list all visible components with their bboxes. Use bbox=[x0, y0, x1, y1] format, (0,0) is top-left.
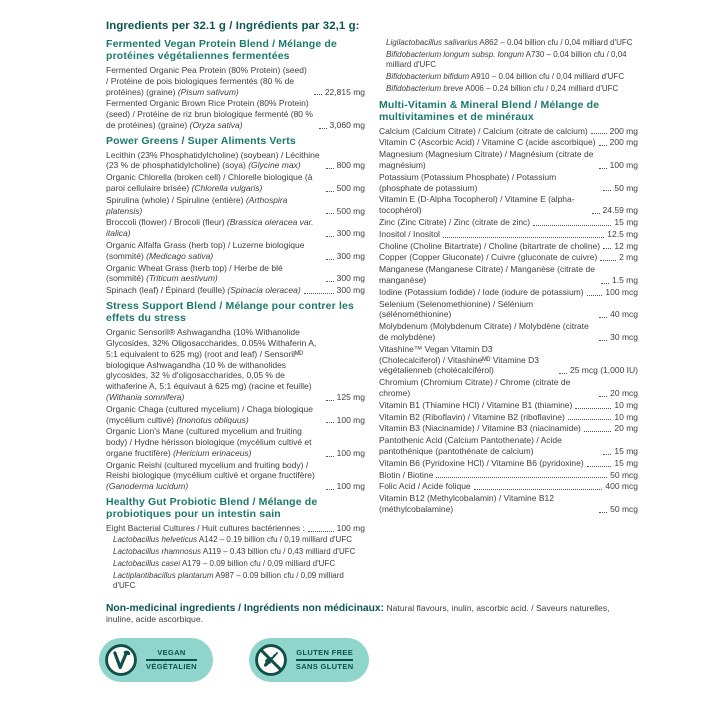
ingredient-amount: 50 mg bbox=[614, 182, 638, 193]
badge-divider bbox=[146, 659, 197, 660]
ingredient-item: Vitamin B1 (Thiamine HCl) / Vitamine B1 (thiamine) 10 mg bbox=[379, 399, 638, 410]
ingredient-item: Iodine (Potassium Iodide) / Iode (iodure de potassium) 100 mcg bbox=[379, 286, 638, 297]
dot-leader bbox=[326, 422, 334, 423]
dot-leader bbox=[308, 531, 334, 532]
ingredient-item: Organic Wheat Grass (herb top) / Herbe de blé (sommité) (Triticum aestivum) 300 mg bbox=[106, 262, 365, 284]
ingredient-amount: 300 mg bbox=[336, 250, 365, 261]
ingredient-item: Lecithin (23% Phosphatidylcholine) (soybean) / Lécithine (23 % de phosphatidylcholine) (soya) (Glycine max) 800 mg bbox=[106, 149, 365, 171]
ingredient-amount: 12 mg bbox=[614, 240, 638, 251]
ingredient-amount: 22,815 mg bbox=[324, 86, 365, 97]
ingredient-columns bbox=[106, 38, 638, 593]
ingredient-amount: 500 mg bbox=[336, 205, 365, 216]
ingredient-item: Organic Chlorella (broken cell) / Chlorelle biologique (à paroi cellulaire brisée) (Chlorella vulgaris) 500 mg bbox=[106, 172, 365, 194]
ingredient-amount: 100 mg bbox=[336, 447, 365, 458]
dot-leader bbox=[599, 340, 607, 341]
section-heading: Multi-Vitamin & Mineral Blend / Mélange de multivitamines et de minéraux bbox=[379, 98, 600, 123]
gluten-free-badge-line1: GLUTEN FREE bbox=[296, 648, 354, 658]
non-medicinal-label: Non-medicinal ingredients / Ingrédients non médicinaux: bbox=[106, 603, 385, 614]
vegan-badge-text bbox=[146, 649, 197, 670]
ingredient-item: Copper (Copper Gluconate) / Cuivre (gluconate de cuivre) 2 mg bbox=[379, 252, 638, 263]
crossed-wheat-icon bbox=[254, 643, 288, 677]
ingredient-item: Vitamin B12 (Methylcobalamin) / Vitamine B12 (méthylcobalamine) 50 mcg bbox=[379, 493, 638, 514]
dot-leader bbox=[592, 213, 600, 214]
dot-leader bbox=[533, 225, 611, 226]
probiotic-strain: Lactobacillus rhamnosus A119 – 0.43 billion cfu / 0,43 milliard d'UFC bbox=[113, 546, 356, 556]
ingredient-item: Spirulina (whole) / Spiruline (entière) (Arthospira platensis) 500 mg bbox=[106, 194, 365, 216]
ingredient-item: Inositol / Inositol 12.5 mg bbox=[379, 228, 638, 239]
vegan-badge-line1: VEGAN bbox=[157, 648, 186, 658]
ingredient-amount: 15 mg bbox=[614, 217, 638, 227]
ingredient-item: Pantothenic Acid (Calcium Pantothenate) / Acide pantothénique (pantothénate de calcium) 15 mg bbox=[379, 435, 638, 456]
ingredient-item: Biotin / Biotine 50 mcg bbox=[379, 469, 638, 480]
badge-divider bbox=[296, 659, 354, 660]
page-title: Ingredients per 32.1 g / Ingrédients par 32,1 g: bbox=[106, 20, 360, 32]
dot-leader bbox=[326, 168, 334, 169]
dot-leader bbox=[314, 94, 322, 95]
probiotic-strain: Bifidobacterium bifidum A910 – 0.04 billion cfu / 0,04 milliard d'UFC bbox=[386, 72, 625, 82]
dot-leader bbox=[603, 190, 611, 191]
ingredient-amount: 400 mcg bbox=[605, 481, 638, 492]
vegan-check-leaf-icon bbox=[104, 643, 138, 677]
ingredient-amount: 15 mg bbox=[614, 445, 638, 456]
dot-leader bbox=[584, 431, 611, 432]
gluten-free-badge-line2: SANS GLUTEN bbox=[295, 662, 354, 672]
ingredient-item: Organic Lion's Mane (cultured mycelium and fruiting body) / Hydne hérisson biologique (mycélium cultivé et organe fructifère) (Hericium erinaceus) 100 mg bbox=[106, 426, 365, 458]
probiotic-strain: Lactiplantibacillus plantarum A987 – 0.09 billion cfu / 0,09 milliard d'UFC bbox=[113, 570, 344, 591]
ingredient-amount: 30 mcg bbox=[610, 331, 638, 342]
ingredient-item: Eight Bacterial Cultures / Huit cultures bactériennes : 100 mg bbox=[106, 523, 365, 534]
ingredient-amount: 15 mg bbox=[614, 457, 638, 468]
dot-leader bbox=[559, 373, 567, 374]
non-medicinal-ingredients bbox=[106, 603, 638, 625]
gluten-free-badge bbox=[249, 638, 370, 682]
ingredient-item: Organic Chaga (cultured mycelium) / Chaga biologique (mycélium cultivé) (Inonotus obliquus) 100 mg bbox=[106, 403, 365, 425]
ingredient-amount: 100 mg bbox=[609, 160, 638, 171]
dot-leader bbox=[436, 477, 607, 478]
ingredient-item: Organic Reishi (cultured mycelium and fruiting body) / Reishi biologique (mycélium cultivé et organe fructifère) (Ganoderma lucidum) 100 mg bbox=[106, 459, 365, 492]
section-heading: Healthy Gut Probiotic Blend / Mélange de probiotiques pour un intestin sain bbox=[106, 496, 318, 521]
dot-leader bbox=[326, 400, 334, 401]
dot-leader bbox=[599, 168, 607, 169]
ingredient-panel bbox=[106, 20, 638, 682]
probiotic-strain: Ligilactobacillus salivarius A862 – 0.04 billion cfu / 0,04 milliard d'UFC bbox=[386, 38, 633, 47]
ingredient-item: Chromium (Chromium Citrate) / Chrome (citrate de chrome) 20 mcg bbox=[379, 377, 638, 398]
ingredient-amount: 800 mg bbox=[336, 160, 365, 171]
ingredient-amount: 100 mg bbox=[336, 481, 365, 492]
ingredient-amount: 300 mg bbox=[336, 228, 365, 239]
section-heading: Power Greens / Super Aliments Verts bbox=[106, 134, 296, 147]
dot-leader bbox=[568, 419, 612, 420]
ingredient-item: Potassium (Potassium Phosphate) / Potassium (phosphate de potassium) 50 mg bbox=[379, 171, 638, 193]
ingredient-item: Calcium (Calcium Citrate) / Calcium (citrate de calcium) 200 mg bbox=[379, 125, 638, 136]
ingredient-item: Choline (Choline Bitartrate) / Choline (bitartrate de choline) 12 mg bbox=[379, 240, 638, 251]
ingredient-amount: 50 mcg bbox=[610, 503, 638, 514]
ingredient-item: Magnesium (Magnesium Citrate) / Magnésium (citrate de magnésium) 100 mg bbox=[379, 149, 638, 171]
ingredient-amount: 300 mg bbox=[336, 273, 365, 284]
dot-leader bbox=[326, 281, 334, 282]
dot-leader bbox=[319, 128, 327, 129]
probiotic-strain: Bifidobacterium longum subsp. longum A730 – 0.04 billion cfu / 0,04 milliard d'UFC bbox=[386, 49, 627, 70]
dot-leader bbox=[591, 133, 607, 134]
ingredient-amount: 200 mg bbox=[609, 137, 638, 148]
ingredients-column-left bbox=[106, 38, 365, 593]
section-heading: Stress Support Blend / Mélange pour contrer les effets du stress bbox=[106, 300, 355, 325]
dot-leader bbox=[474, 489, 603, 490]
ingredient-item: Fermented Organic Brown Rice Protein (80% Protein) (seed) / Protéine de riz brun biologique fermenté (80 % de protéines) (graine) (Oryza sativa) 3,060 mg bbox=[106, 98, 365, 131]
ingredient-amount: 20 mcg bbox=[610, 387, 638, 398]
ingredient-item: Broccoli (flower) / Brocoli (fleur) (Brassica oleracea var. italica) 300 mg bbox=[106, 217, 365, 239]
ingredient-amount: 100 mcg bbox=[605, 286, 638, 297]
ingredient-amount: 10 mg bbox=[614, 411, 638, 422]
ingredient-item: Spinach (leaf) / Épinard (feuille) (Spinacia oleracea) 300 mg bbox=[106, 285, 365, 296]
ingredient-item: Vitamin B6 (Pyridoxine HCl) / Vitamine B6 (pyridoxine) 15 mg bbox=[379, 457, 638, 468]
ingredient-item: Selenium (Selenomethionine) / Sélénium (sélénométhionine) 40 mcg bbox=[379, 298, 638, 320]
ingredient-amount: 24.59 mg bbox=[602, 205, 638, 216]
dot-leader bbox=[599, 396, 607, 397]
ingredient-item: Fermented Organic Pea Protein (80% Protein) (seed) / Protéine de pois biologiques fermentés (80 % de protéines) (graine) (Pisum sativum) 22,815 mg bbox=[106, 65, 365, 97]
ingredient-item: Zinc (Zinc Citrate) / Zinc (citrate de zinc) 15 mg bbox=[379, 217, 638, 227]
ingredient-amount: 50 mcg bbox=[610, 469, 638, 480]
ingredient-amount: 2 mg bbox=[619, 252, 638, 263]
ingredient-amount: 200 mg bbox=[609, 125, 638, 136]
section-heading: Fermented Vegan Protein Blend / Mélange de protéines végétaliennes fermentées bbox=[106, 38, 337, 63]
dot-leader bbox=[575, 408, 611, 409]
dot-leader bbox=[326, 489, 334, 490]
ingredient-amount: 10 mg bbox=[614, 399, 638, 410]
dot-leader bbox=[600, 260, 616, 261]
probiotic-strain: Bifidobacterium breve A006 – 0.24 billion cfu / 0,24 milliard d'UFC bbox=[386, 84, 619, 94]
dot-leader bbox=[601, 283, 609, 284]
dot-leader bbox=[326, 236, 334, 237]
ingredient-item: Vitamin B2 (Riboflavin) / Vitamine B2 (riboflavine) 10 mg bbox=[379, 411, 638, 422]
ingredient-amount: 3,060 mg bbox=[329, 120, 365, 131]
ingredient-amount: 125 mg bbox=[336, 391, 365, 402]
dot-leader bbox=[326, 191, 334, 192]
ingredient-item: Organic Alfalfa Grass (herb top) / Luzerne biologique (sommité) (Medicago sativa) 300 mg bbox=[106, 240, 365, 261]
vegan-badge-line2: VÉGÉTALIEN bbox=[146, 662, 197, 672]
dot-leader bbox=[587, 295, 603, 296]
ingredient-item: Vitamin C (Ascorbic Acid) / Vitamine C (acide ascorbique) 200 mg bbox=[379, 137, 638, 148]
ingredient-item: Manganese (Manganese Citrate) / Manganèse (citrate de manganèse) 1.5 mg bbox=[379, 264, 638, 285]
ingredient-item: Folic Acid / Acide folique 400 mcg bbox=[379, 481, 638, 492]
probiotic-strain: Lactobacillus casei A179 – 0.09 billion cfu / 0,09 milliard d'UFC bbox=[113, 558, 336, 568]
ingredient-amount: 1.5 mg bbox=[612, 274, 638, 285]
dot-leader bbox=[326, 259, 334, 260]
ingredient-item: Vitamin B3 (Niacinamide) / Vitamine B3 (niacinamide) 20 mg bbox=[379, 423, 638, 434]
dot-leader bbox=[599, 317, 607, 318]
dot-leader bbox=[326, 456, 334, 457]
ingredient-amount: 20 mg bbox=[614, 423, 638, 434]
badges-row bbox=[99, 638, 638, 682]
ingredient-amount: 100 mg bbox=[336, 523, 365, 534]
gluten-free-badge-text bbox=[296, 649, 354, 670]
ingredient-amount: 25 mcg (1,000 IU) bbox=[569, 365, 638, 376]
non-medicinal-text: Natural flavours, inulin, ascorbic acid. / Saveurs naturelles, inuline, acide ascorbique. bbox=[106, 603, 610, 624]
dot-leader bbox=[599, 512, 607, 513]
ingredient-amount: 12.5 mg bbox=[607, 228, 638, 239]
ingredient-item: Vitamin E (D-Alpha Tocopherol) / Vitamine E (alpha-tocophérol) 24.59 mg bbox=[379, 194, 638, 216]
ingredient-item: Vitashine™ Vegan Vitamin D3 (Cholecalciferol) / Vitashineᴹᴰ Vitamine D3 végétalienneb (cholécalciférol) 25 mcg (1,000 IU) bbox=[379, 343, 638, 376]
ingredient-amount: 100 mg bbox=[336, 414, 365, 425]
ingredient-item: Organic Sensoril® Ashwagandha (10% Withanolide Glycosides, 32% Oligosaccharides, 0.05% Withaferin A, 5:1 equivalent to 625 mg) (root and leaf) / Sensorilᴹᴰ biologique Ashwagandha (10 % de withanolides glycosides, 32 % d'oligosaccharides, 0,05 % de withaferine A, 5:1 équivaut à 625 mg) (racine et feuille) (Withania somnifera) 125 mg bbox=[106, 327, 365, 402]
ingredient-amount: 300 mg bbox=[336, 285, 365, 296]
ingredient-amount: 40 mcg bbox=[610, 309, 638, 320]
ingredient-item: Molybdenum (Molybdenum Citrate) / Molybdène (citrate de molybdène) 30 mcg bbox=[379, 321, 638, 342]
dot-leader bbox=[443, 237, 604, 238]
probiotic-strain: Lactobacillus helveticus A142 – 0.19 billion cfu / 0,19 milliard d'UFC bbox=[113, 534, 352, 544]
dot-leader bbox=[326, 213, 334, 214]
dot-leader bbox=[587, 466, 612, 467]
dot-leader bbox=[603, 248, 611, 249]
ingredients-column-right bbox=[379, 38, 638, 516]
dot-leader bbox=[304, 293, 334, 294]
dot-leader bbox=[603, 454, 611, 455]
ingredient-amount: 500 mg bbox=[336, 183, 365, 194]
vegan-badge bbox=[99, 638, 213, 682]
dot-leader bbox=[599, 145, 607, 146]
